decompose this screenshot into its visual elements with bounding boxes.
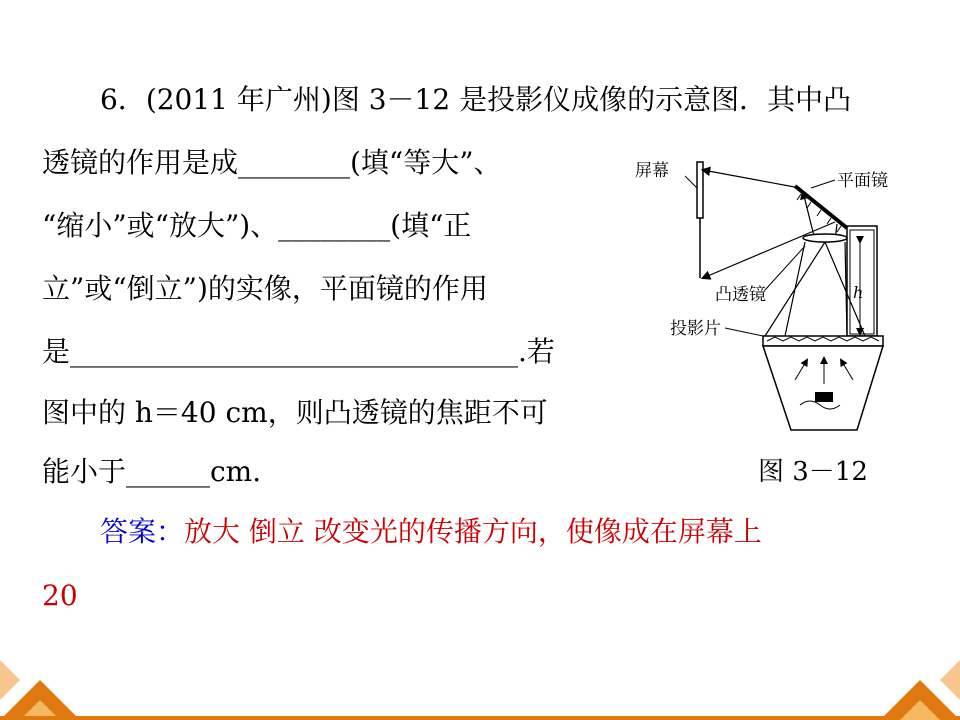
projector-base [763,346,883,430]
projector-diagram [625,150,925,450]
question-line-7: 能小于______cm. [42,455,262,488]
question-line-5: 是________________________________.若 [42,335,555,368]
answer-line-1 [100,512,762,552]
question-line-3: “缩小”或“放大”)、________(填“正 [42,209,472,242]
label-slide: 投影片 [670,319,721,339]
question-line-4: 立”或“倒立”)的实像，平面镜的作用 [42,272,488,305]
screen [697,162,703,218]
answer-text: 放大 倒立 改变光的传播方向，使像成在屏幕上 [184,515,762,548]
figure-caption: 图 3－12 [758,457,868,487]
corner-decoration-left [0,660,90,720]
label-lens: 凸透镜 [715,285,766,305]
label-h: h [853,283,864,302]
convex-lens [803,234,847,242]
answer-label: 答案： [100,515,185,548]
label-mirror: 平面镜 [837,171,888,191]
answer-line-2: 20 [42,579,78,612]
corner-decoration-right [870,660,960,720]
bottom-bar [0,716,960,720]
label-screen: 屏幕 [635,161,669,181]
projection-slide [763,336,883,346]
question-line-2: 透镜的作用是成________(填“等大”、 [42,146,502,179]
question-line-1: 6．(2011 年广州)图 3－12 是投影仪成像的示意图．其中凸 [100,83,852,116]
question-line-6: 图中的 h＝40 cm，则凸透镜的焦距不可 [42,396,548,429]
